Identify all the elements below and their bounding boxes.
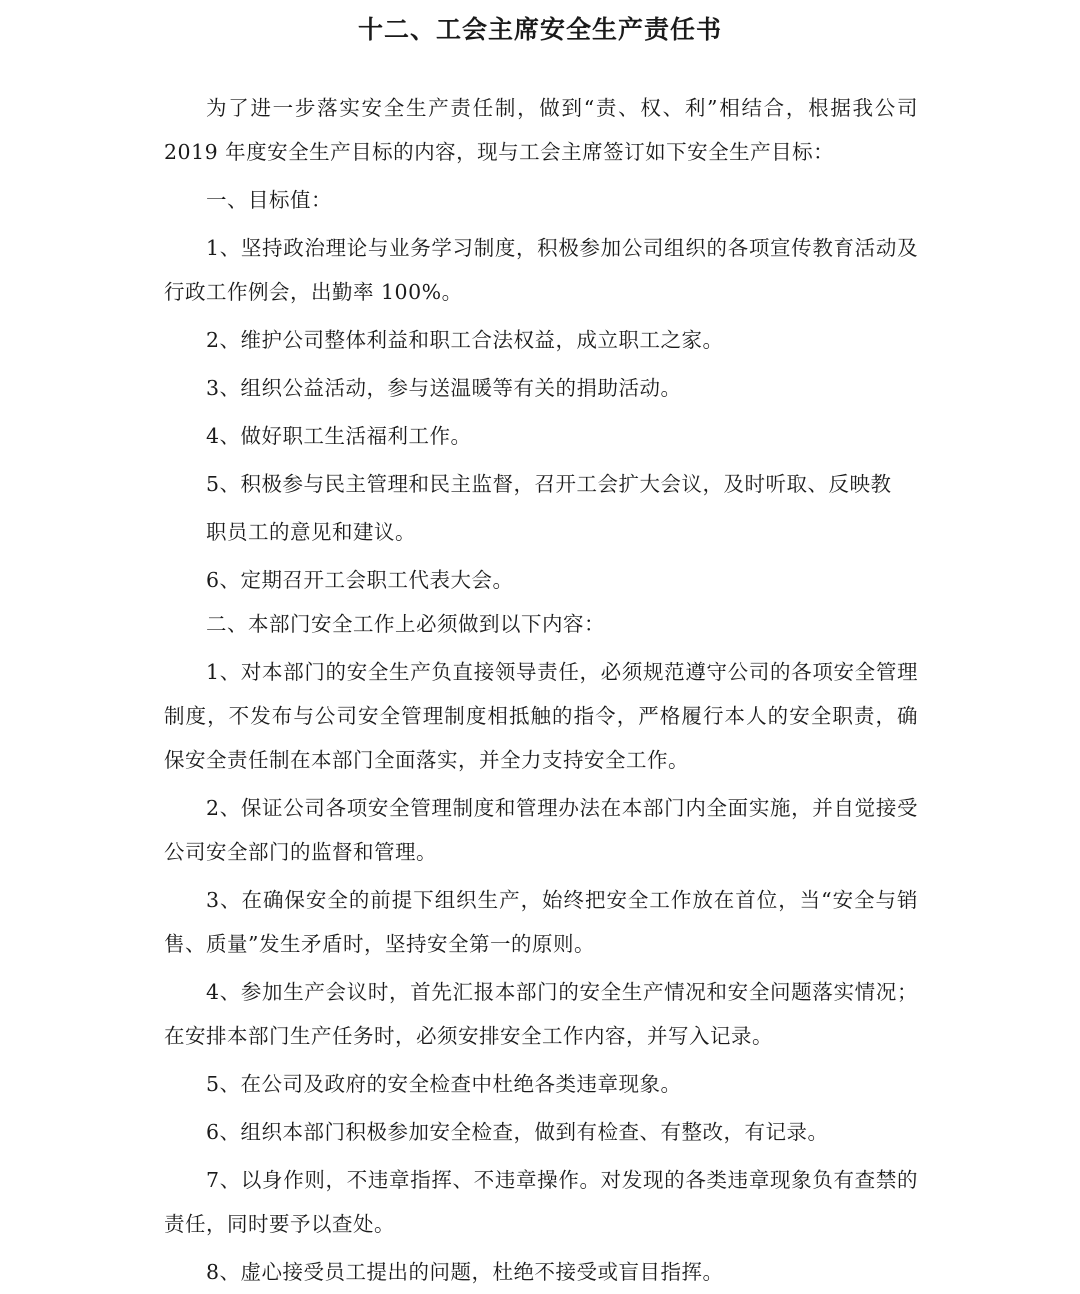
requirement-item-5: 5、在公司及政府的安全检查中杜绝各类违章现象。 [206,1072,682,1096]
section-heading-requirements: 二、本部门安全工作上必须做到以下内容： [206,612,605,636]
requirement-item-3: 3、在确保安全的前提下组织生产，始终把安全工作放在首位，当“安全与销售、质量”发生矛盾时，坚持安全第一的原则。 [164,888,918,956]
document-body [164,86,918,1294]
target-item-1: 1、坚持政治理论与业务学习制度，积极参加公司组织的各项宣传教育活动及行政工作例会，出勤率 100%。 [164,236,918,304]
target-item-4: 4、做好职工生活福利工作。 [206,424,472,448]
requirement-item-8: 8、虚心接受员工提出的问题，杜绝不接受或盲目指挥。 [206,1260,724,1284]
target-item-5-continued: 职员工的意见和建议。 [206,520,416,544]
requirement-item-6: 6、组织本部门积极参加安全检查，做到有检查、有整改，有记录。 [206,1120,829,1144]
requirement-item-1: 1、对本部门的安全生产负直接领导责任，必须规范遵守公司的各项安全管理制度，不发布与公司安全管理制度相抵触的指令，严格履行本人的安全职责，确保安全责任制在本部门全面落实，并全力支持安全工作。 [164,660,918,772]
target-item-3: 3、组织公益活动，参与送温暖等有关的捐助活动。 [206,376,682,400]
requirement-item-2: 2、保证公司各项安全管理制度和管理办法在本部门内全面实施，并自觉接受公司安全部门的监督和管理。 [164,796,918,864]
target-item-6: 6、定期召开工会职工代表大会。 [206,568,514,592]
requirement-item-7: 7、以身作则，不违章指挥、不违章操作。对发现的各类违章现象负有查禁的责任，同时要予以查处。 [164,1168,918,1236]
target-item-2: 2、维护公司整体利益和职工合法权益，成立职工之家。 [206,328,724,352]
document-title: 十二、工会主席安全生产责任书 [357,15,722,44]
requirement-item-4: 4、参加生产会议时，首先汇报本部门的安全生产情况和安全问题落实情况；在安排本部门生产任务时，必须安排安全工作内容，并写入记录。 [164,980,918,1048]
target-item-5: 5、积极参与民主管理和民主监督，召开工会扩大会议，及时听取、反映教 [206,472,892,496]
section-heading-targets: 一、目标值： [206,188,332,212]
intro-paragraph: 为了进一步落实安全生产责任制，做到“责、权、利”相结合，根据我公司2019 年度安全生产目标的内容，现与工会主席签订如下安全生产目标： [164,96,918,164]
